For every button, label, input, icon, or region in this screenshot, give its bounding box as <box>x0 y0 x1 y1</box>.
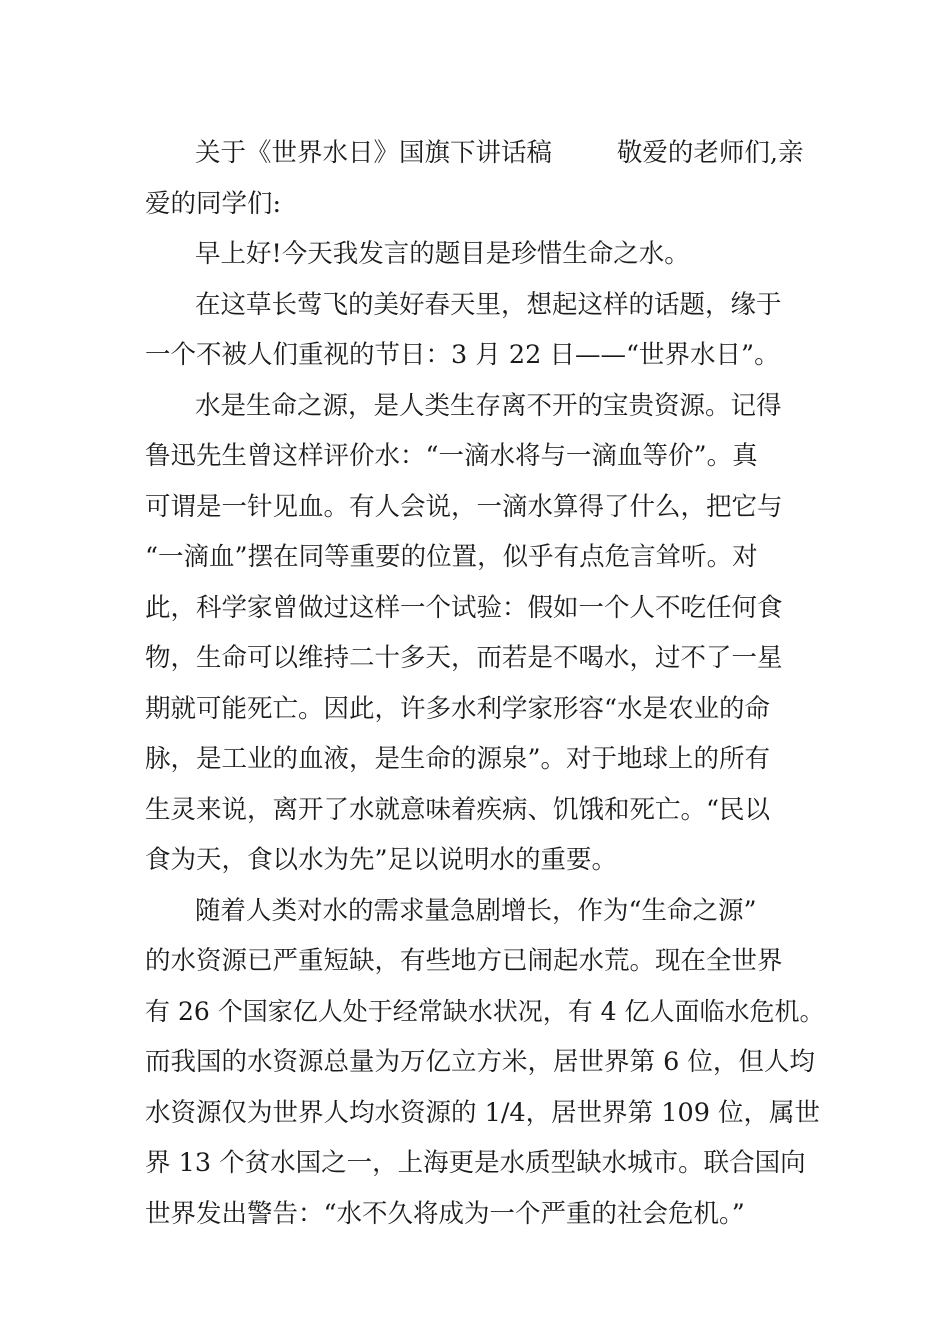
text-line: 世界发出警告：“水不久将成为一个严重的社会危机。” <box>145 1198 745 1229</box>
text-line: 鲁迅先生曾这样评价水：“一滴水将与一滴血等价”。真 <box>145 441 758 471</box>
document-title-line: 关于《世界水日》国旗下讲话稿 敬爱的老师们,亲 <box>195 138 804 168</box>
text-line: 有 26 个国家亿人处于经常缺水状况，有 4 亿人面临水危机。 <box>145 996 825 1026</box>
text-line: 食为天，食以水为先”足以说明水的重要。 <box>145 845 618 875</box>
text-line: 水资源仅为世界人均水资源的 1/4，居世界第 109 位，属世 <box>145 1097 821 1128</box>
text-line: 早上好!今天我发言的题目是珍惜生命之水。 <box>195 239 690 269</box>
text-line: 在这草长莺飞的美好春天里，想起这样的话题，缘于 <box>195 289 782 320</box>
text-line: 此，科学家曾做过这样一个试验：假如一个人不吃任何食 <box>145 592 783 623</box>
text-line: 物，生命可以维持二十多天，而若是不喝水，过不了一星 <box>145 643 783 673</box>
text-line: 脉，是工业的血液，是生命的源泉”。对于地球上的所有 <box>145 744 771 774</box>
text-line: 的水资源已严重短缺，有些地方已闹起水荒。现在全世界 <box>145 946 783 976</box>
text-line: 生灵来说，离开了水就意味着疾病、饥饿和死亡。“民以 <box>145 794 771 825</box>
text-line: 爱的同学们: <box>145 188 282 219</box>
text-line: 一个不被人们重视的节日：3 月 22 日——“世界水日”。 <box>145 340 780 370</box>
text-line: 可谓是一针见血。有人会说，一滴水算得了什么，把它与 <box>145 491 783 522</box>
speech-body <box>145 128 835 1239</box>
text-line: 而我国的水资源总量为万亿立方米，居世界第 6 位，但人均 <box>145 1047 815 1077</box>
text-line: “一滴血”摆在同等重要的位置，似乎有点危言耸听。对 <box>145 542 758 572</box>
text-line: 界 13 个贫水国之一，上海更是水质型缺水城市。联合国向 <box>145 1148 806 1178</box>
text-line: 水是生命之源，是人类生存离不开的宝贵资源。记得 <box>195 390 782 421</box>
text-line: 期就可能死亡。因此，许多水利学家形容“水是农业的命 <box>145 693 771 724</box>
text-line: 随着人类对水的需求量急剧增长，作为“生命之源” <box>195 895 757 926</box>
